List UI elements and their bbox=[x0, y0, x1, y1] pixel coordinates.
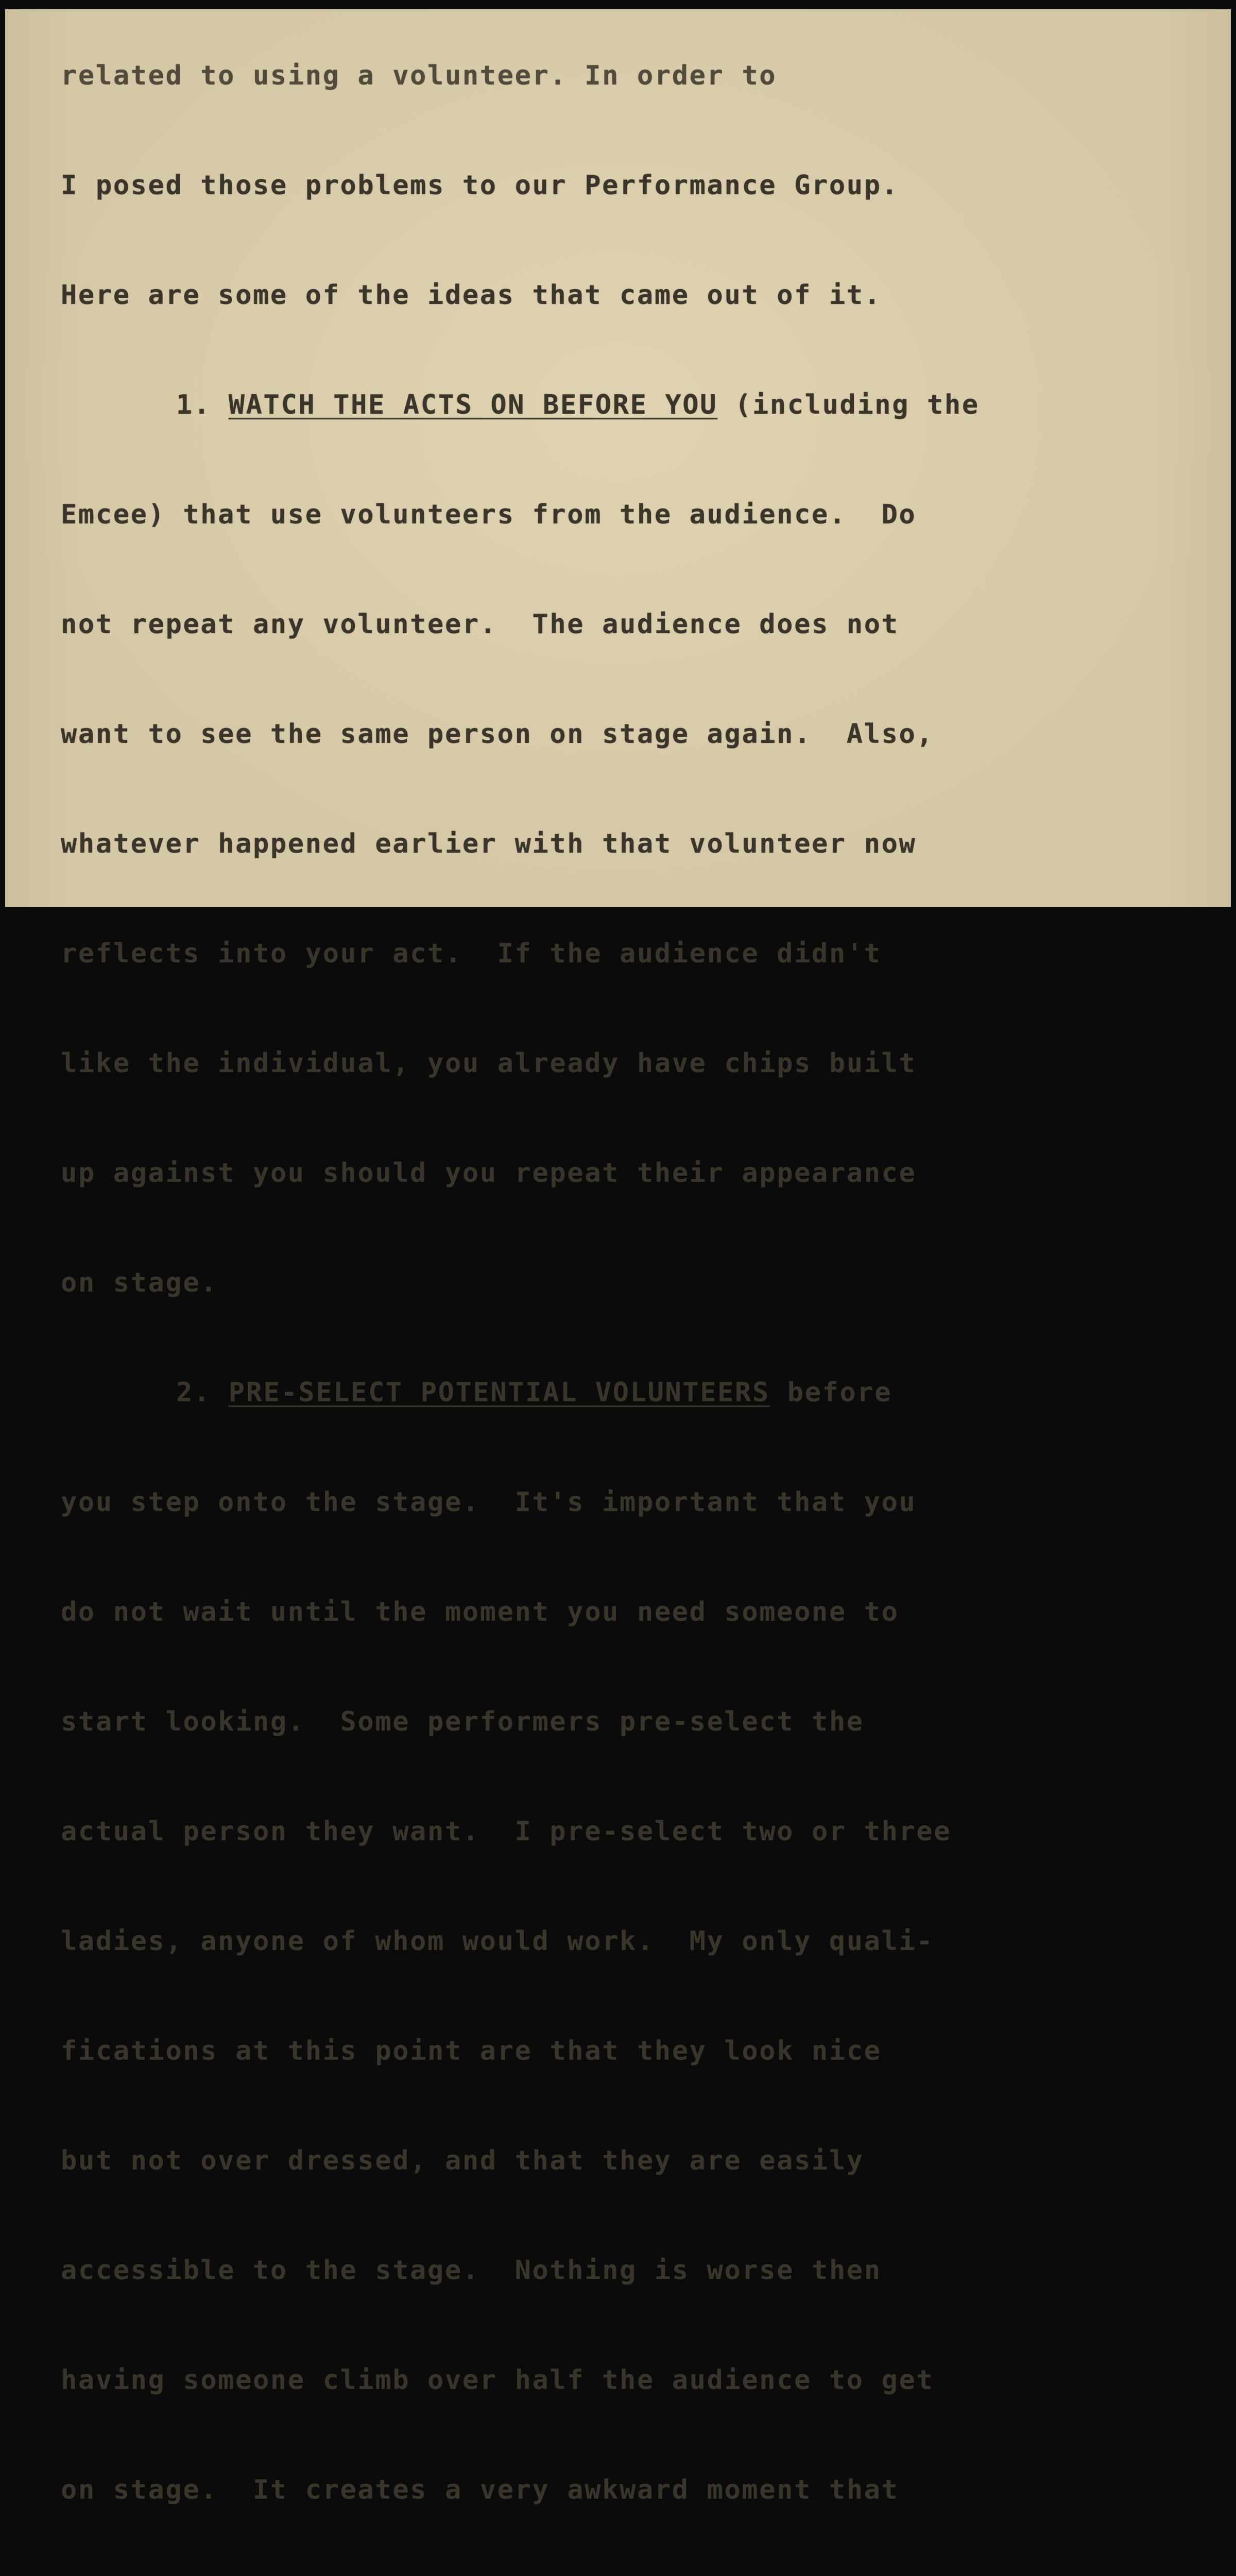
document-text bbox=[61, 0, 1220, 2576]
list-heading: WATCH THE ACTS ON BEFORE YOU bbox=[228, 389, 718, 420]
text-line: on stage. bbox=[61, 1267, 218, 1298]
text-line: start looking. Some performers pre-select the bbox=[61, 1706, 864, 1737]
list-item-2 bbox=[61, 1375, 1220, 1411]
list-text: (including the bbox=[717, 389, 980, 420]
list-text: before bbox=[769, 1377, 892, 1408]
text-line: reflects into your act. If the audience didn't bbox=[61, 938, 882, 969]
text-line: do not wait until the moment you need someone to bbox=[61, 1597, 899, 1628]
text-line: Here are some of the ideas that came out of it. bbox=[61, 280, 882, 311]
typewritten-page bbox=[5, 9, 1231, 2505]
text-line: having someone climb over half the audience to get bbox=[61, 2365, 934, 2396]
text-line: you step onto the stage. It's important that you bbox=[61, 1487, 917, 1518]
text-line: up against you should you repeat their appearance bbox=[61, 1158, 917, 1189]
letterbox-bar bbox=[0, 907, 1236, 927]
list-item-1 bbox=[61, 387, 1220, 423]
text-line: but not over dressed, and that they are easily bbox=[61, 2145, 864, 2176]
text-line: I posed those problems to our Performance Group. bbox=[61, 170, 899, 201]
text-line: not repeat any volunteer. The audience does not bbox=[61, 609, 899, 640]
list-number: 2. bbox=[176, 1377, 229, 1408]
text-line: Emcee) that use volunteers from the audience. Do bbox=[61, 499, 917, 530]
text-line: on stage. It creates a very awkward moment that bbox=[61, 2475, 899, 2505]
text-line-cut-top: related to using a volunteer. In order to bbox=[61, 60, 777, 91]
text-line: accessible to the stage. Nothing is worse then bbox=[61, 2255, 882, 2286]
text-line: want to see the same person on stage again. Also, bbox=[61, 719, 934, 750]
list-heading: PRE-SELECT POTENTIAL VOLUNTEERS bbox=[228, 1377, 770, 1408]
text-line: actual person they want. I pre-select two or three bbox=[61, 1816, 952, 1847]
text-line: ladies, anyone of whom would work. My only quali- bbox=[61, 1926, 934, 1957]
text-line: fications at this point are that they look nice bbox=[61, 2036, 882, 2066]
text-line: whatever happened earlier with that volunteer now bbox=[61, 828, 917, 859]
list-number: 1. bbox=[176, 389, 229, 420]
text-line: like the individual, you already have chips built bbox=[61, 1048, 917, 1079]
